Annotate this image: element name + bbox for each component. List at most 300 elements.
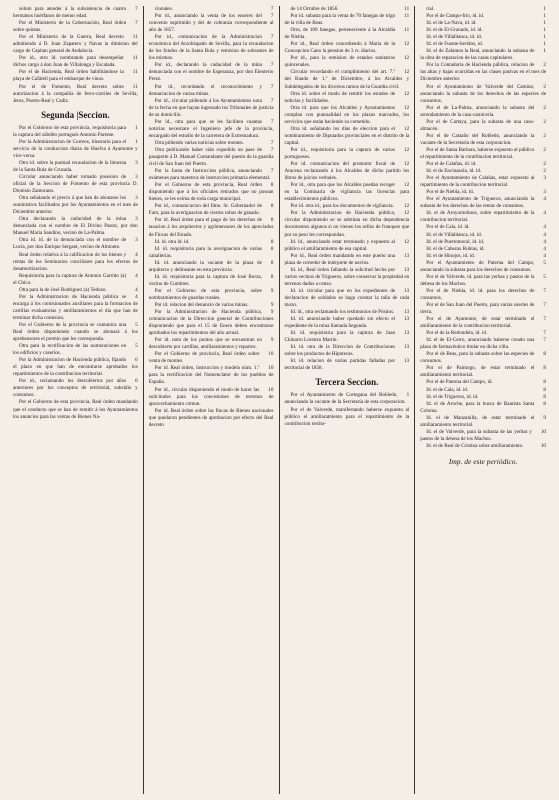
entry-text: Por el de Hacienda, Real órden habilitándose la playa de Cafalell para el embarque de vinos. xyxy=(13,69,124,83)
page-number: 7 xyxy=(543,287,546,294)
entry-text: Por el de La-Palma, anunciando la subasta del arrendamiento de la casa-carnicería. xyxy=(420,104,535,118)
entry-text: Id. el de Aroche, para la busca de Bautista Santa Coloma. xyxy=(420,400,535,414)
page-number: 12 xyxy=(404,203,410,210)
entry-text: Id. id., otra reclamando los testimonios de Pósitos. xyxy=(290,309,395,316)
entry-text: Por id., reclamando los descubiertos por años anteriores por los conceptos de territorial, subsidio y consumos. xyxy=(13,378,138,399)
entry-text: Por id., declarando la caducidad de la mina denunciada con el nombre de Esperanza, por don Eleuterio Perez. xyxy=(148,62,274,83)
entry-text: Id. el de Villablanca, id. id. xyxy=(426,231,482,238)
index-entry xyxy=(285,41,410,55)
entry-text: Otra id. para que los Alcaldes y Ayuntamientos cumplan con puntualidad en los plazos marcados, los servicios que están haciendo su cometido. xyxy=(284,104,410,125)
entry-text: Otra id. sobre el modo de remitir los estados de noticias y facilidades. xyxy=(284,90,396,104)
page-number: 13 xyxy=(404,330,410,337)
page-number: 8 xyxy=(543,393,546,400)
entry-text: Por el de Castaño del Robledo, anunciando la vacante de la Secretaría de esta corporacion. xyxy=(420,132,535,146)
entry-text: Por el Gobierno de esta provincia, requisitoria para la captura del súbdito portugués Antonio Parente. xyxy=(13,124,127,138)
index-entry xyxy=(149,274,274,288)
index-entry xyxy=(149,239,274,246)
page-number: 7 xyxy=(543,301,546,308)
index-entry xyxy=(420,274,546,288)
index-entry xyxy=(13,252,138,273)
index-entry xyxy=(420,20,546,27)
index-entry xyxy=(420,27,546,34)
entry-text: Por id., Real órden mandando en este puerto una plaza de corredor de intérprete de navíos. xyxy=(284,252,396,266)
entry-text: Id. el de Villablanca, id. id. xyxy=(426,34,482,41)
entry-text: Por el Ayuntamiento de Trigueros, anunciando la subasta de los derechos de las rentas de consumos. xyxy=(420,196,535,210)
index-entry xyxy=(420,133,546,147)
index-entry xyxy=(149,246,274,260)
page-number: 10 xyxy=(540,442,546,449)
page-number: 8 xyxy=(543,386,546,393)
entry-text: Otra señalando el precio á que han de abonarse los suministros facilitados por los Ayuntamientos en el mes de Diciembre anterior. xyxy=(13,195,138,216)
index-entry xyxy=(13,139,138,160)
page-number: 2 xyxy=(543,83,546,90)
entry-text: Por id. Real órden, instruccion y modelo núm. 1.º para la rectificacion del Nomenclator de los pueblos de España. xyxy=(148,365,274,386)
entry-text: Id. el de Real de Cristina sobre amillaramiento. xyxy=(426,442,524,449)
page-number: 12 xyxy=(404,146,410,153)
index-entry xyxy=(285,407,410,428)
entry-text: Por id., otro id. nombrando para desempeñar dichos cargo á don Juan de Villalonga y Escalada. xyxy=(13,55,124,69)
index-entry xyxy=(420,253,546,260)
entry-text: Id. id. requisitoria para la captura de José Borza, vecino de Cumbres. xyxy=(148,273,262,287)
entry-text: Por el de Calañas, id. id. xyxy=(426,161,477,168)
entry-text: Id. el de Puertomoral, id. id. xyxy=(426,238,485,245)
index-entry xyxy=(13,294,138,322)
index-entry xyxy=(420,302,546,316)
index-entry xyxy=(285,105,410,126)
page-number: 11 xyxy=(132,69,138,76)
entry-text: Circular recordando el cumplimiento del art. 7.º del Bando de 1.º de Diciembre, á los Alcaldes y Subdelegados de los diversos ramos de la Guardia civil. xyxy=(284,69,410,90)
entry-text: Otra pidiendo varias noticias sobre montes. xyxy=(154,139,244,146)
page-number: 2 xyxy=(543,161,546,168)
page-number: 12 xyxy=(404,69,410,76)
entry-text: Id. id. otra id. id. xyxy=(154,238,190,245)
page-number: 7 xyxy=(270,146,274,153)
page-number: 7 xyxy=(270,118,274,125)
index-entry xyxy=(285,330,410,344)
index-entry xyxy=(285,27,410,41)
page-number: 3 xyxy=(135,159,138,166)
page-number: 3 xyxy=(135,216,138,223)
index-entry xyxy=(420,6,546,13)
index-column-1 xyxy=(8,6,144,794)
page-number: 13 xyxy=(404,287,410,294)
entry-text: Por la Administracion de Correos, itinerario para el servicio de la conduccion diaria de Huelva á Ayamonte y vice-versa. xyxy=(13,138,138,159)
page-number: 7 xyxy=(270,6,274,12)
page-number: 11 xyxy=(132,83,138,90)
entry-text: Por el Gobierno de la provincia se comunica una Real órden disponiendo cuando se abonará á los aprehensores el premio que les corresponda. xyxy=(13,321,138,343)
index-entry xyxy=(13,237,138,251)
entry-text: Por el de Santa Barbara, haberse expuesto al público el repartimiento de la contribucion territorial. xyxy=(420,146,535,160)
page-number: 1 xyxy=(543,34,546,41)
index-entry xyxy=(420,168,546,175)
entry-text: Por el Gobierno de esta provincia, Real órden mandando que el conducto que se han de remitir á los Ayuntamientos los anuncios para las ventas de Bienes Na- xyxy=(13,399,138,420)
entry-text: Por el de Cartaya, para la subasta de una casa-almacén. xyxy=(420,118,535,132)
index-entry xyxy=(285,309,410,316)
entry-text: Por la Administracion de Hacienda pública, comunicacion de la Direccion general de Contribuciones disponiendo que para el 15 de Enero deben encontrarse aprobados los repartimientos del año actual. xyxy=(148,309,274,337)
entry-text: Por el de Niebla, id. id. para los derechos de consumos. xyxy=(420,287,535,301)
entry-text: Id. el de Valverde, para la subasta de las yerbas y pastos de la dehesa de los Machos. xyxy=(420,428,532,442)
entry-text: Por el Gobierno de esta provincia, Real órden disponiendo que á los oficiales retirados que no posean bienes, se les exima de toda carga municipal. xyxy=(148,182,274,203)
page-number: 7 xyxy=(135,20,138,27)
index-entry xyxy=(420,161,546,168)
entry-text: Id. el de Manzanilla, de estar terminado el amillaramiento territorial. xyxy=(420,414,535,428)
page-number: 13 xyxy=(404,316,410,323)
page-number: 2 xyxy=(543,62,546,69)
page-number: 13 xyxy=(404,358,410,365)
page-number: 8 xyxy=(270,217,274,224)
page-number: 7 xyxy=(270,62,274,69)
page-number: 7 xyxy=(270,97,274,104)
page-number: 8 xyxy=(543,400,546,407)
entry-text: Otra para la de José Rodríguez (a) Tedozo. xyxy=(19,286,107,293)
entry-text: Id. el de El-Granado, id. id. xyxy=(426,27,483,34)
page-number: 7 xyxy=(270,13,274,20)
entry-text: Por el de Cala, id. id. xyxy=(426,224,470,231)
index-entry xyxy=(420,119,546,133)
page-number: 1 xyxy=(543,13,546,20)
entry-text: Otra id. señalando los dias de eleccion para el nombramiento de Diputados provinciales en el distrito de la capital. xyxy=(284,125,410,146)
page-number: 4 xyxy=(135,251,138,258)
page-number: 3 xyxy=(135,195,138,202)
entry-text: Id. el de El-Cerro, anunciando haberse creado una plaza de farmacéutico titular en dicha villa. xyxy=(420,337,535,351)
index-entry xyxy=(149,98,274,119)
index-entry xyxy=(149,217,274,238)
index-entry xyxy=(420,387,546,394)
entry-text: Por id. Real órden sobre las fincas de Bienes nacionales que quedaron pendientes de aprobacion por efecto del Real decreto xyxy=(148,407,274,428)
index-entry xyxy=(420,337,546,351)
page-number: 3 xyxy=(543,189,546,196)
index-entry xyxy=(149,387,274,408)
page-number: 7 xyxy=(543,337,546,344)
page-number: 8 xyxy=(543,351,546,358)
entry-text: Id. id. circular para que en los expedientes de declaracion de soldados se haga constar la talla de cada mozo. xyxy=(284,287,410,308)
page-number: 10 xyxy=(268,365,274,372)
page-number: 12 xyxy=(404,41,410,48)
entry-text: Requisitoria para la captura de Antonio Garrido (a) el Chico. xyxy=(13,272,127,286)
page-number: 2 xyxy=(543,146,546,153)
index-entry xyxy=(420,62,546,83)
page-number: 8 xyxy=(270,259,274,266)
page-number: 7 xyxy=(270,34,274,41)
entry-text: Por el Ayuntamiento de Valverde del Camino, anunciando la subasta de los derechos de las especies de consumos. xyxy=(420,83,546,104)
index-entry xyxy=(149,168,274,182)
entry-text: Por id., para la remision de estados sanitarios quincenales. xyxy=(284,55,396,69)
index-entry xyxy=(420,401,546,415)
index-entry xyxy=(13,20,138,34)
page-number: 4 xyxy=(135,272,138,279)
index-entry xyxy=(420,105,546,119)
index-entry xyxy=(149,351,274,365)
page-number: 4 xyxy=(543,231,546,238)
entry-text: Por el de Fomento, Real decreto sobre autorizacion á la compañía de ferro-carriles de Sevilla, Jerez, Puerto-Real y Cadiz. xyxy=(13,83,138,104)
entry-text: Por el de Campo-frio, id. id. xyxy=(426,13,485,20)
page-number: 11 xyxy=(404,6,410,12)
index-entry xyxy=(285,13,410,27)
entry-text: Id. el de Fuente-heridos, id. xyxy=(426,41,483,48)
index-entry xyxy=(149,13,274,34)
page-number: 7 xyxy=(270,83,274,90)
entry-text: Id. el de Hinojos, id. id. xyxy=(426,252,475,259)
index-entry xyxy=(285,91,410,105)
entry-text: Id. id. requisitoria para la averiguacion de varias caballerías. xyxy=(148,245,262,259)
page-number: 4 xyxy=(543,252,546,259)
index-entry xyxy=(285,182,410,203)
entry-text: Otro id. sobre la puntual recaudacion de la limosna de la Santa Bula de Cruzada. xyxy=(13,159,127,173)
entry-text: de 14 Octubre de 1856. xyxy=(290,6,339,12)
entry-text: Otra publicando haber sido expedido un pase de pasaporte á D. Manuel Comandante del puesto de la guardia civil de San Juan del Puerto. xyxy=(148,146,274,168)
entry-text: Por el de San Juan del Puerto, para varias suertes de tierra. xyxy=(420,301,535,316)
entry-text: Id. id. anunciando la vacante de la plaza de arquitecto y delineante en esta provincia. xyxy=(148,259,262,273)
entry-text: Por id. subasta para la venta de 70 fanegas de trigo de la villa de Beas. xyxy=(284,13,396,27)
page-number: 12 xyxy=(404,125,410,132)
page-number: 13 xyxy=(404,266,410,273)
entry-text: Por el de Paimogo, de estar terminado el amillaramiento territorial. xyxy=(420,365,535,379)
entry-text: Por el Ayuntamiento de Paterna del Campo, anunciando la subasta para los derechos de consumos. xyxy=(420,259,535,273)
index-column-3 xyxy=(280,6,416,794)
entry-text: Otra declarando la caducidad de la mina denunciada con el nombre de El Divino Pastor, por don Manuel María Sandino, vecino de La-Palma. xyxy=(13,216,138,237)
section-title: Segunda |Seccion. xyxy=(41,109,110,120)
page-number: 8 xyxy=(270,203,274,210)
entry-text: Por id. nota de los puntos que se encuentran en descubierto por cartillas, amillaramientos y repartos. xyxy=(148,337,262,351)
page-number: 13 xyxy=(404,309,410,316)
index-entry xyxy=(285,267,410,288)
entry-text: Otra id. id. de la denunciada con el nombre de Lucía, por don Enrique Sergant, vecino de Almonte. xyxy=(13,237,127,251)
entry-text: Por id., comunicacion del Ilmo. Sr. Gobernador de Faro, para la averiguacion de ciertos robos de ganado. xyxy=(148,203,262,217)
entry-text: Id. el de Encinasola, id. id. xyxy=(426,168,482,175)
entry-text: Id. el de Cala, id. id. xyxy=(426,386,469,393)
index-entry xyxy=(13,34,138,55)
page-number: 13 xyxy=(404,252,410,259)
page-number: 8 xyxy=(270,245,274,252)
entry-text: Por la Administracion de Hacienda pública, circular disponiendo se se admitan en dicha dependencia documentos algunos si no vienen los sellos de franqueo que por su peso les correspondan. xyxy=(284,210,410,238)
page-number: 1 xyxy=(543,20,546,27)
page-number: 9 xyxy=(270,287,274,294)
entry-text: Por id. otra id., para los documentos de vigilancia. xyxy=(290,203,394,210)
entry-text: Por el Gobierno de provincia, Real órden sobre venta de montes. xyxy=(148,351,260,365)
index-entry xyxy=(285,288,410,309)
entry-text: Por id., Real órden concediendo á María de la Concepcion Cano la pension de 3 rs. diarios. xyxy=(284,41,396,55)
page-number: 1 xyxy=(406,392,410,399)
index-entry xyxy=(149,6,274,13)
page-number: 12 xyxy=(404,238,410,245)
index-entry xyxy=(149,337,274,351)
entry-text: Id. id. otra de la Direccion de Contribuciones sobre los productos de Hipotecas. xyxy=(284,344,396,358)
page-number: 11 xyxy=(404,13,410,20)
index-entry xyxy=(285,55,410,69)
index-entry xyxy=(420,232,546,239)
page-number: 8 xyxy=(543,379,546,386)
entry-text: Por id. comunicacion del promotor fiscal de Aracena reclamando á los Alcaldes de dicho partido los libros de juicios verbales. xyxy=(284,161,410,182)
index-entry xyxy=(420,210,546,224)
page-number: 11 xyxy=(404,27,410,34)
entry-text: Por el de Beas, para la subasta sobre las especies de consumos. xyxy=(420,351,535,365)
entry-text: Id. id., Real órden fallando la solicitud hecha por varios vecinos de Trigueros, sobre conservar la propiedad en terrenos dados a censo. xyxy=(284,266,410,287)
entry-text: Por la Junta de Instruccion pública, anunciando exámenes para maestros de instruccion primaria elemental. xyxy=(148,168,271,182)
entry-text: Por el Ayuntamiento de Cortegana del Robledo, anunciando la vacante de la Secretaría de esta corporacion. xyxy=(284,392,406,406)
entry-text: Por el Ministerio de la Gobernación, Real órden sobre quintas. xyxy=(13,20,127,34)
entry-text: Por la Administracion de Hacienda pública se encarga á los comisionados auxiliares para la formacion de cartillas evaluatorias y amillaramientos el dia que han de terminar dicha comision. xyxy=(13,293,138,321)
index-entry xyxy=(285,239,410,253)
index-entry xyxy=(149,84,274,98)
page-number: 3 xyxy=(135,237,138,244)
index-entry xyxy=(420,260,546,274)
page-number: 8 xyxy=(270,273,274,280)
index-entry xyxy=(13,174,138,195)
index-entry xyxy=(420,147,546,161)
page-number: 10 xyxy=(268,351,274,358)
index-entry xyxy=(285,147,410,161)
index-entry xyxy=(149,309,274,337)
index-entry xyxy=(420,48,546,62)
index-entry xyxy=(420,13,546,20)
index-entry xyxy=(420,379,546,386)
index-entry xyxy=(285,6,410,13)
page-number: 13 xyxy=(404,344,410,351)
index-entry xyxy=(420,415,546,429)
index-entry xyxy=(285,316,410,330)
index-entry xyxy=(13,125,138,139)
page-number: 12 xyxy=(404,90,410,97)
index-entry xyxy=(420,239,546,246)
page-number: 8 xyxy=(270,182,274,189)
entry-text: Id. el de Aroyomolinos, sobre repartimiento de la contribucion territorial. xyxy=(420,210,535,224)
entry-text: Por el de Valverde, manifestando haberse expuesto al público el amillaramiento para el repartimiento de la contribucion territo- xyxy=(284,406,410,427)
index-entry xyxy=(285,210,410,238)
page-number: 4 xyxy=(543,224,546,231)
page-number: 10 xyxy=(540,428,546,435)
entry-text: Por la Contaduría de Hacienda pública, relacion de las altas y bajas ocurridas en las clases pasivas en el mes de Diciembre anterior. xyxy=(420,62,546,83)
page-number: 2 xyxy=(543,118,546,125)
index-entry xyxy=(149,302,274,309)
page-number: 12 xyxy=(404,161,410,168)
page-number: 9 xyxy=(270,337,274,344)
index-entry xyxy=(420,175,546,189)
index-entry xyxy=(13,69,138,83)
entry-text: Real órden relativa á la calificacion de los bienes y rentas de los Seminarios conciliares para los efectos de desamortizacion. xyxy=(13,251,138,272)
page-number: 12 xyxy=(404,182,410,189)
page-number: 4 xyxy=(543,196,546,203)
index-column-4 xyxy=(415,6,551,794)
entry-text: Por id., comunicacion de la Administracion económica del Arzobispado de Sevilla, para la recaudacion de los fondos de la Santa Bula y remision de sobrantes de los mismos. xyxy=(148,34,274,62)
page-number: 6 xyxy=(135,378,138,385)
entry-text: rial. xyxy=(426,6,435,12)
page-number: 9 xyxy=(270,301,274,308)
page-number: 2 xyxy=(543,104,546,111)
index-entry xyxy=(420,351,546,365)
page-number: 5 xyxy=(135,343,138,350)
index-entry xyxy=(13,84,138,105)
index-entry xyxy=(420,365,546,379)
entry-text: Por id., circular disponiendo el modo de hacer las solicitudes para los concesiones de terrenos de aprovechamiento comun. xyxy=(148,386,274,407)
index-entry xyxy=(149,365,274,386)
page-number: 5 xyxy=(135,321,138,328)
entry-text: Por id., anunciando la venta de los enseres del convento suprimido y del de cobranza correspondiente al año de 1857. xyxy=(148,13,274,34)
index-entry xyxy=(149,34,274,62)
entry-text: Por id., recordando el reconocimiento y demarcacion de varias minas. xyxy=(148,83,262,97)
page-number: 4 xyxy=(543,210,546,217)
entry-text: Por la Administracion de Hacienda pública, fijando el plazo en que han de encontrarse aprobados los repartimientos de la contribucion territorial. xyxy=(13,357,138,378)
index-entry xyxy=(13,6,138,20)
page-number: 7 xyxy=(270,139,274,146)
index-entry xyxy=(13,160,138,174)
page-number: 7 xyxy=(270,168,274,175)
entry-text: Id. el de Cabezas Rubias, id. xyxy=(426,245,485,252)
page-number: 7 xyxy=(543,316,546,323)
index-entry xyxy=(149,260,274,274)
entry-text: Id. id., anunciando estar terminado y expuesto al público el amillaramiento de esa capital. xyxy=(284,238,396,252)
index-entry xyxy=(13,195,138,216)
index-entry xyxy=(420,443,546,450)
page-number: 1 xyxy=(135,138,138,145)
index-entry xyxy=(420,330,546,337)
entry-text: Por id., requisitoria para la captura de varios portugueses. xyxy=(284,146,396,160)
page-number: 4 xyxy=(543,238,546,245)
entry-text: Por id. Real órden para el pago de los derechos de tasacion á los arquitectos y agrimensores de los apreciados de Fincas del Estado. xyxy=(148,217,274,238)
entry-text: Por id. relacion del denuncio de varias minas. xyxy=(154,301,249,308)
index-entry xyxy=(13,273,138,287)
index-entry xyxy=(149,140,274,147)
entry-text: Por el de Ayamonte, de estar terminado el amillaramiento de la contribucion territorial. xyxy=(420,316,535,330)
index-entry xyxy=(420,394,546,401)
index-entry xyxy=(420,84,546,105)
index-entry xyxy=(13,55,138,69)
index-entry xyxy=(285,253,410,267)
page-number: 11 xyxy=(132,55,138,62)
entry-text: Otra para la rectificacion de las numeraciones en los edificios y caseríos. xyxy=(13,343,127,357)
page-number: 1 xyxy=(543,6,546,12)
entry-text: Por el de Paterna del Campo, id. xyxy=(426,379,493,386)
page-number: 9 xyxy=(543,414,546,421)
entry-text: Id. el de Trigueros, id. id. xyxy=(426,393,479,400)
index-entry xyxy=(149,408,274,429)
page-number: 4 xyxy=(135,286,138,293)
entry-text: Por el Ayuntamiento de Calañas, estar expuesto al repartimiento de la contribucion territorial. xyxy=(420,175,535,189)
index-column-2 xyxy=(144,6,280,794)
entry-text: Por el Ministerio de la Guerra, Real decreto admitiendo á D. Juan Zapatero y Navas la dimision del cargo de Capitan general de Andalucía. xyxy=(13,34,138,55)
index-entry xyxy=(420,429,546,443)
index-entry xyxy=(285,161,410,182)
index-entry xyxy=(285,69,410,90)
index-entry xyxy=(13,399,138,420)
index-entry xyxy=(420,34,546,41)
page-number: 12 xyxy=(404,210,410,217)
entry-text: solutó para atender á la subsistencia de cuatro hermanos huérfanos de menor edad. xyxy=(13,6,127,20)
index-entry xyxy=(149,288,274,302)
index-entry xyxy=(420,224,546,231)
entry-text: Por el de Valverde, id. para las yerbas y pastos de la dehesa de los Machos. xyxy=(420,273,535,287)
page-number: 1 xyxy=(543,41,546,48)
index-entry xyxy=(149,182,274,203)
entry-text: Id. id. anunciando haber quedado sin efecto el expediente de la mina llamada Segunda. xyxy=(284,316,396,330)
page-number: 2 xyxy=(543,168,546,175)
index-entry xyxy=(149,147,274,168)
index-entry xyxy=(285,203,410,210)
index-entry xyxy=(13,357,138,378)
entry-text: Por el de la Redondela, id. id. xyxy=(426,330,488,337)
page-number: 7 xyxy=(543,330,546,337)
index-entry xyxy=(13,343,138,357)
entry-text: cionales. xyxy=(154,6,173,12)
page-number: 1 xyxy=(543,48,546,55)
index-entry xyxy=(285,358,410,372)
index-entry xyxy=(149,62,274,83)
page-number: 6 xyxy=(135,357,138,364)
page-number: 5 xyxy=(543,273,546,280)
page-number: 9 xyxy=(270,309,274,316)
entry-text: Por id., otra para que se les faciliten cuantas noticias necesitare el Ingeniero jefe de la provincia, encargado del estudio de la carretera de Extremadura. xyxy=(148,118,274,139)
section-title: Tercera Seccion. xyxy=(315,377,379,388)
index-entry xyxy=(420,41,546,48)
